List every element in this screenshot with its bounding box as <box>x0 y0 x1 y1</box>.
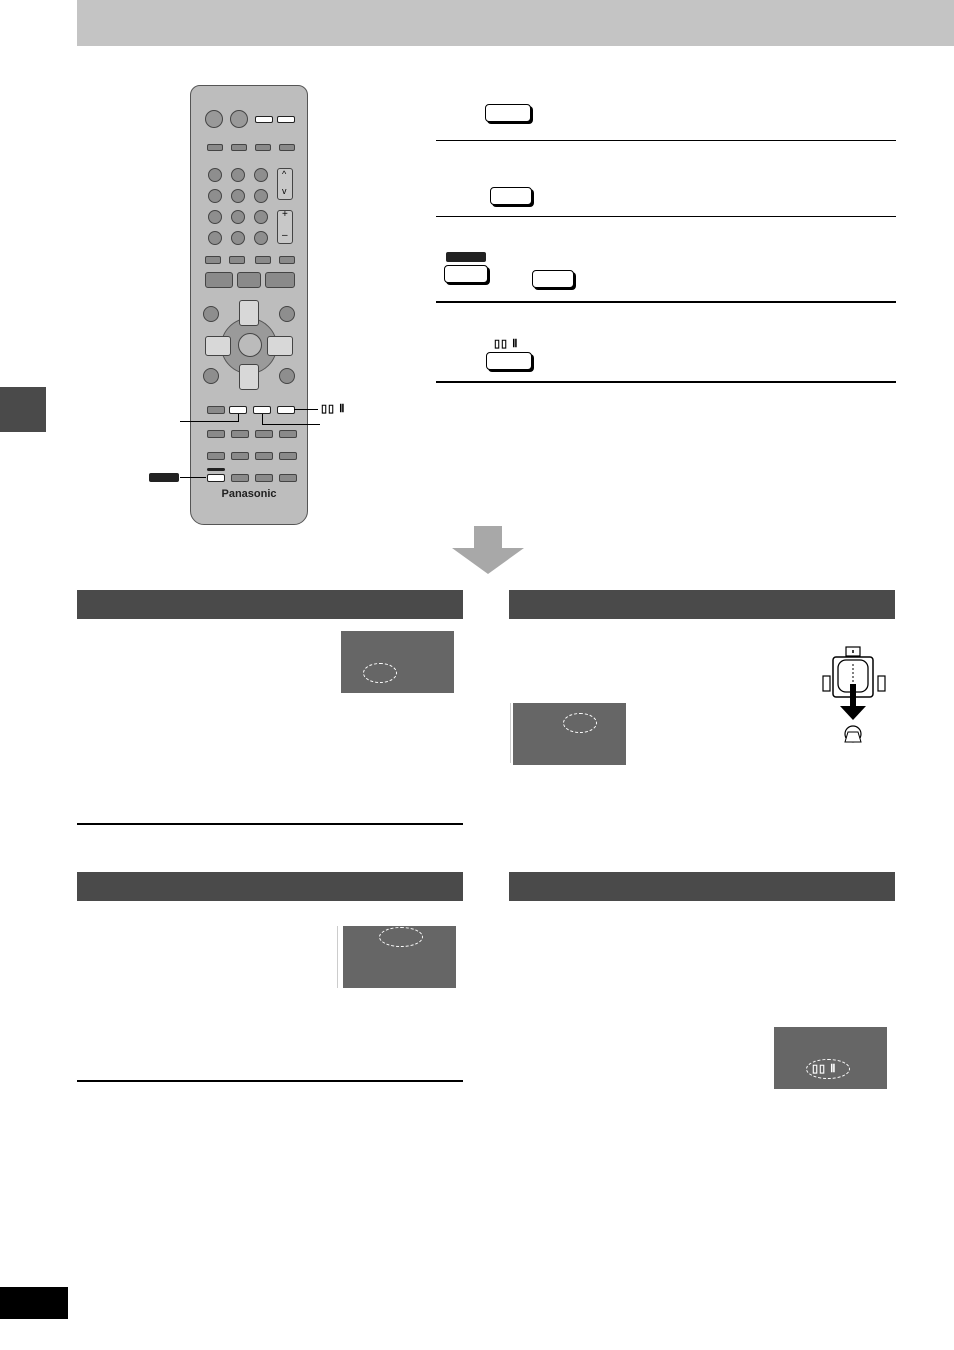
step3-key-a <box>444 265 488 283</box>
page-number-tab <box>0 1287 68 1319</box>
fast-forward-icon <box>279 256 295 264</box>
callout-line <box>180 477 206 478</box>
callout-line <box>262 424 320 425</box>
tv-screen-preview <box>341 631 454 693</box>
section-divider <box>77 1080 463 1082</box>
step-divider <box>436 381 896 383</box>
enter-button <box>238 333 262 357</box>
remote-button <box>207 406 225 414</box>
up-arrow-icon <box>239 300 259 326</box>
channel-rocker <box>277 168 293 200</box>
remote-button <box>279 144 295 151</box>
speaker-layout-icon <box>820 644 892 752</box>
surround-button <box>277 406 295 414</box>
remote-button <box>231 144 247 151</box>
down-arrow-icon: v <box>282 186 287 196</box>
step-divider <box>436 216 896 217</box>
highlighted-button <box>253 406 271 414</box>
rewind-icon <box>255 256 271 264</box>
highlighted-button <box>207 474 225 482</box>
shift-key-label <box>149 473 179 482</box>
remote-button <box>277 116 295 123</box>
remote-button <box>207 144 223 151</box>
surround-icon: ▯▯ Ⅱ <box>494 338 519 350</box>
section-header-1 <box>77 590 463 619</box>
left-arrow-icon <box>205 336 231 356</box>
up-arrow-icon: ^ <box>282 169 287 179</box>
surround-icon: ▯▯ Ⅱ <box>812 1063 837 1075</box>
power-icon <box>230 110 248 128</box>
skip-forward-icon <box>229 256 245 264</box>
highlight-oval <box>363 663 397 683</box>
section-header-4 <box>509 872 895 901</box>
remote-control-illustration <box>190 85 308 525</box>
tv-screen-preview <box>774 1027 887 1089</box>
tv-screen-preview <box>343 926 456 988</box>
step-divider <box>436 140 896 141</box>
right-arrow-icon <box>267 336 293 356</box>
step3-key-b <box>532 270 574 288</box>
remote-button <box>203 368 219 384</box>
power-icon <box>205 110 223 128</box>
shift-key-label <box>446 252 486 262</box>
step1-key <box>485 104 531 122</box>
skip-back-icon <box>205 256 221 264</box>
highlight-oval <box>379 927 423 947</box>
section-header-2 <box>509 590 895 619</box>
section-header-3 <box>77 872 463 901</box>
down-arrow-icon <box>452 526 524 574</box>
volume-rocker <box>277 210 293 244</box>
remote-button <box>203 306 219 322</box>
surround-icon: ▯▯ Ⅱ <box>321 403 346 415</box>
highlight-oval <box>563 713 597 733</box>
highlighted-button <box>229 406 247 414</box>
callout-line <box>294 409 318 410</box>
play-icon <box>265 272 295 288</box>
section-divider <box>77 823 463 825</box>
down-arrow-icon <box>239 364 259 390</box>
pause-icon <box>237 272 261 288</box>
remote-button <box>279 306 295 322</box>
step-divider <box>436 301 896 303</box>
remote-button <box>255 116 273 123</box>
remote-button <box>279 368 295 384</box>
page-header-bar <box>77 0 954 46</box>
remote-button <box>255 144 271 151</box>
brand-logo: Panasonic <box>221 488 277 500</box>
step4-key <box>486 352 532 370</box>
minus-icon: – <box>282 230 288 241</box>
plus-icon: + <box>282 209 288 220</box>
tv-screen-preview <box>513 703 626 765</box>
callout-line <box>180 421 238 422</box>
stop-icon <box>205 272 233 288</box>
step2-key <box>490 187 532 205</box>
chapter-tab <box>0 387 46 432</box>
